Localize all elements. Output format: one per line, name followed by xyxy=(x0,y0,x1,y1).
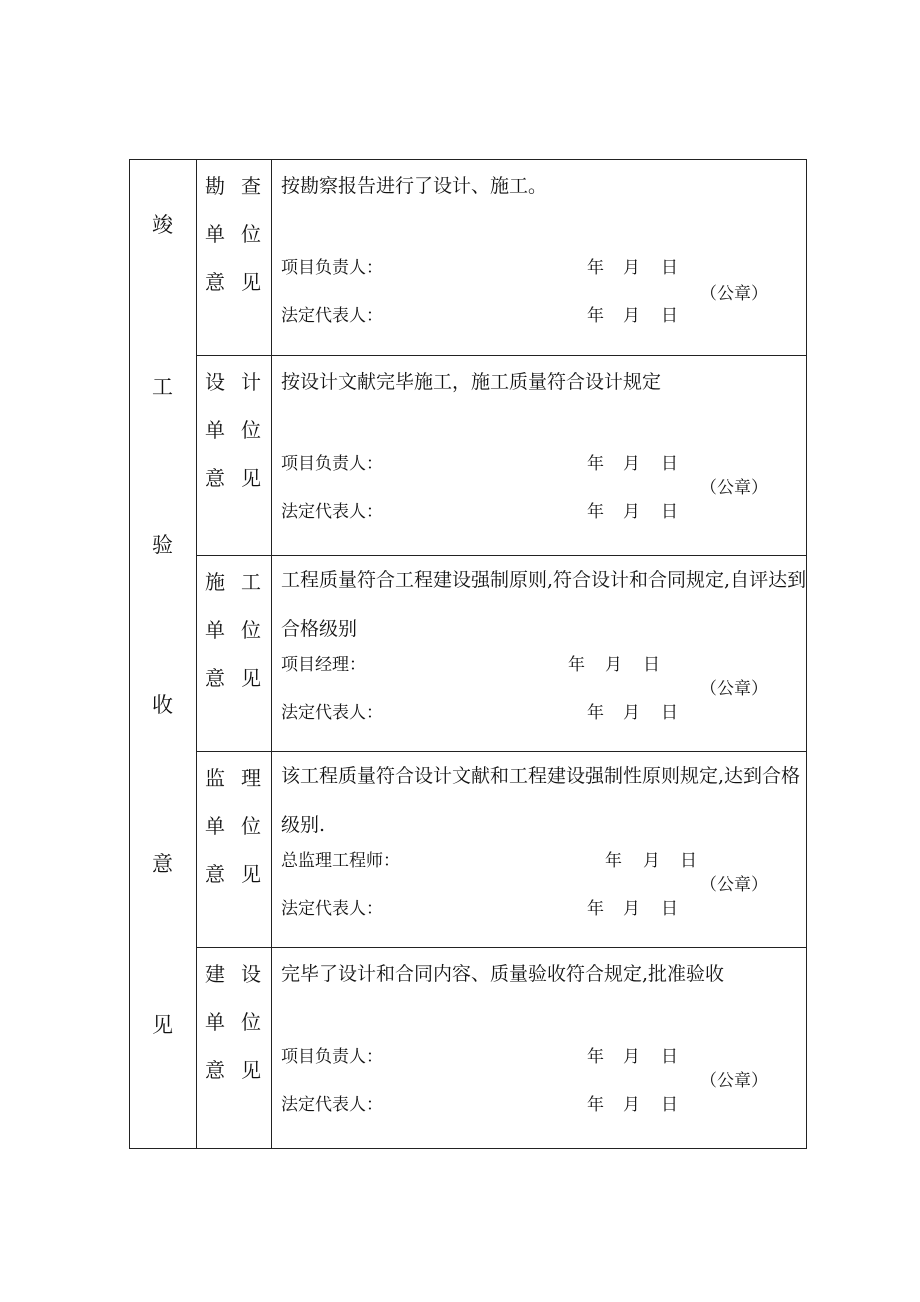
seal-label: （公章） xyxy=(700,875,768,895)
date-day-label: 日 xyxy=(661,258,678,278)
signer-role: 法定代表人： xyxy=(281,1095,383,1115)
opinion-text: 合格级别 xyxy=(281,618,358,640)
section-label-char: 意 xyxy=(205,666,225,690)
date-day-label: 日 xyxy=(661,1095,678,1115)
date-month-label: 月 xyxy=(623,1095,640,1115)
left-column-char: 见 xyxy=(152,1013,173,1037)
section-label-char: 单 xyxy=(205,814,225,838)
opinion-text: 按勘察报告进行了设计、施工。 xyxy=(281,175,548,197)
seal-label: （公章） xyxy=(700,478,768,498)
date-month-label: 月 xyxy=(623,454,640,474)
column-divider xyxy=(271,159,272,1149)
seal-label: （公章） xyxy=(700,1071,768,1091)
date-day-label: 日 xyxy=(643,655,660,675)
signer-role: 项目负责人： xyxy=(281,1047,383,1067)
date-year-label: 年 xyxy=(587,899,604,919)
section-label-char: 勘 xyxy=(205,174,225,198)
section-label-char: 见 xyxy=(241,466,261,490)
section-label-char: 查 xyxy=(241,174,261,198)
date-year-label: 年 xyxy=(587,258,604,278)
date-month-label: 月 xyxy=(623,502,640,522)
column-divider xyxy=(196,159,197,1149)
date-year-label: 年 xyxy=(568,655,585,675)
date-year-label: 年 xyxy=(587,1047,604,1067)
section-label-char: 位 xyxy=(241,418,261,442)
seal-label: （公章） xyxy=(700,284,768,304)
date-month-label: 月 xyxy=(605,655,622,675)
date-year-label: 年 xyxy=(587,502,604,522)
date-day-label: 日 xyxy=(661,703,678,723)
section-label-char: 理 xyxy=(241,766,261,790)
section-label-char: 监 xyxy=(205,766,225,790)
section-label-char: 位 xyxy=(241,222,261,246)
section-label-char: 计 xyxy=(241,370,261,394)
date-day-label: 日 xyxy=(661,899,678,919)
section-label-char: 设 xyxy=(241,962,261,986)
section-label-char: 建 xyxy=(205,962,225,986)
section-label-char: 位 xyxy=(241,618,261,642)
date-day-label: 日 xyxy=(680,851,697,871)
date-month-label: 月 xyxy=(623,1047,640,1067)
date-month-label: 月 xyxy=(623,899,640,919)
date-year-label: 年 xyxy=(605,851,622,871)
section-label-char: 见 xyxy=(241,1058,261,1082)
row-divider xyxy=(196,355,807,356)
date-year-label: 年 xyxy=(587,1095,604,1115)
date-month-label: 月 xyxy=(623,258,640,278)
row-divider xyxy=(196,555,807,556)
date-month-label: 月 xyxy=(623,306,640,326)
section-label-char: 位 xyxy=(241,814,261,838)
signer-role: 项目负责人： xyxy=(281,454,383,474)
left-column-char: 意 xyxy=(152,852,173,876)
opinion-text: 工程质量符合工程建设强制原则,符合设计和合同规定,自评达到 xyxy=(281,569,807,591)
left-column-char: 验 xyxy=(152,533,173,557)
opinion-text: 该工程质量符合设计文献和工程建设强制性原则规定,达到合格 xyxy=(281,765,801,787)
date-day-label: 日 xyxy=(661,1047,678,1067)
section-label-char: 单 xyxy=(205,222,225,246)
table-frame xyxy=(129,159,807,1149)
date-month-label: 月 xyxy=(643,851,660,871)
seal-label: （公章） xyxy=(700,679,768,699)
date-year-label: 年 xyxy=(587,703,604,723)
left-column-char: 工 xyxy=(152,375,173,399)
date-day-label: 日 xyxy=(661,306,678,326)
section-label-char: 意 xyxy=(205,1058,225,1082)
opinion-text: 级别. xyxy=(281,814,326,836)
signer-role: 法定代表人： xyxy=(281,899,383,919)
section-label-char: 意 xyxy=(205,862,225,886)
left-column-char: 收 xyxy=(152,693,173,717)
opinion-text: 完毕了设计和合同内容、质量验收符合规定,批准验收 xyxy=(281,963,725,985)
section-label-char: 见 xyxy=(241,270,261,294)
section-label-char: 单 xyxy=(205,618,225,642)
date-year-label: 年 xyxy=(587,454,604,474)
signer-role: 项目负责人： xyxy=(281,258,383,278)
row-divider xyxy=(196,751,807,752)
section-label-char: 设 xyxy=(205,370,225,394)
date-day-label: 日 xyxy=(661,454,678,474)
signer-role: 法定代表人： xyxy=(281,703,383,723)
signer-role: 法定代表人： xyxy=(281,502,383,522)
signer-role: 总监理工程师： xyxy=(281,851,400,871)
signer-role: 项目经理： xyxy=(281,655,366,675)
row-divider xyxy=(196,947,807,948)
section-label-char: 意 xyxy=(205,270,225,294)
opinion-text: 按设计文献完毕施工，施工质量符合设计规定 xyxy=(281,371,662,393)
left-column-char: 竣 xyxy=(152,213,173,237)
signer-role: 法定代表人： xyxy=(281,306,383,326)
date-day-label: 日 xyxy=(661,502,678,522)
section-label-char: 单 xyxy=(205,1010,225,1034)
section-label-char: 见 xyxy=(241,862,261,886)
section-label-char: 见 xyxy=(241,666,261,690)
section-label-char: 位 xyxy=(241,1010,261,1034)
date-month-label: 月 xyxy=(623,703,640,723)
section-label-char: 意 xyxy=(205,466,225,490)
section-label-char: 单 xyxy=(205,418,225,442)
section-label-char: 施 xyxy=(205,570,225,594)
date-year-label: 年 xyxy=(587,306,604,326)
section-label-char: 工 xyxy=(241,570,261,594)
